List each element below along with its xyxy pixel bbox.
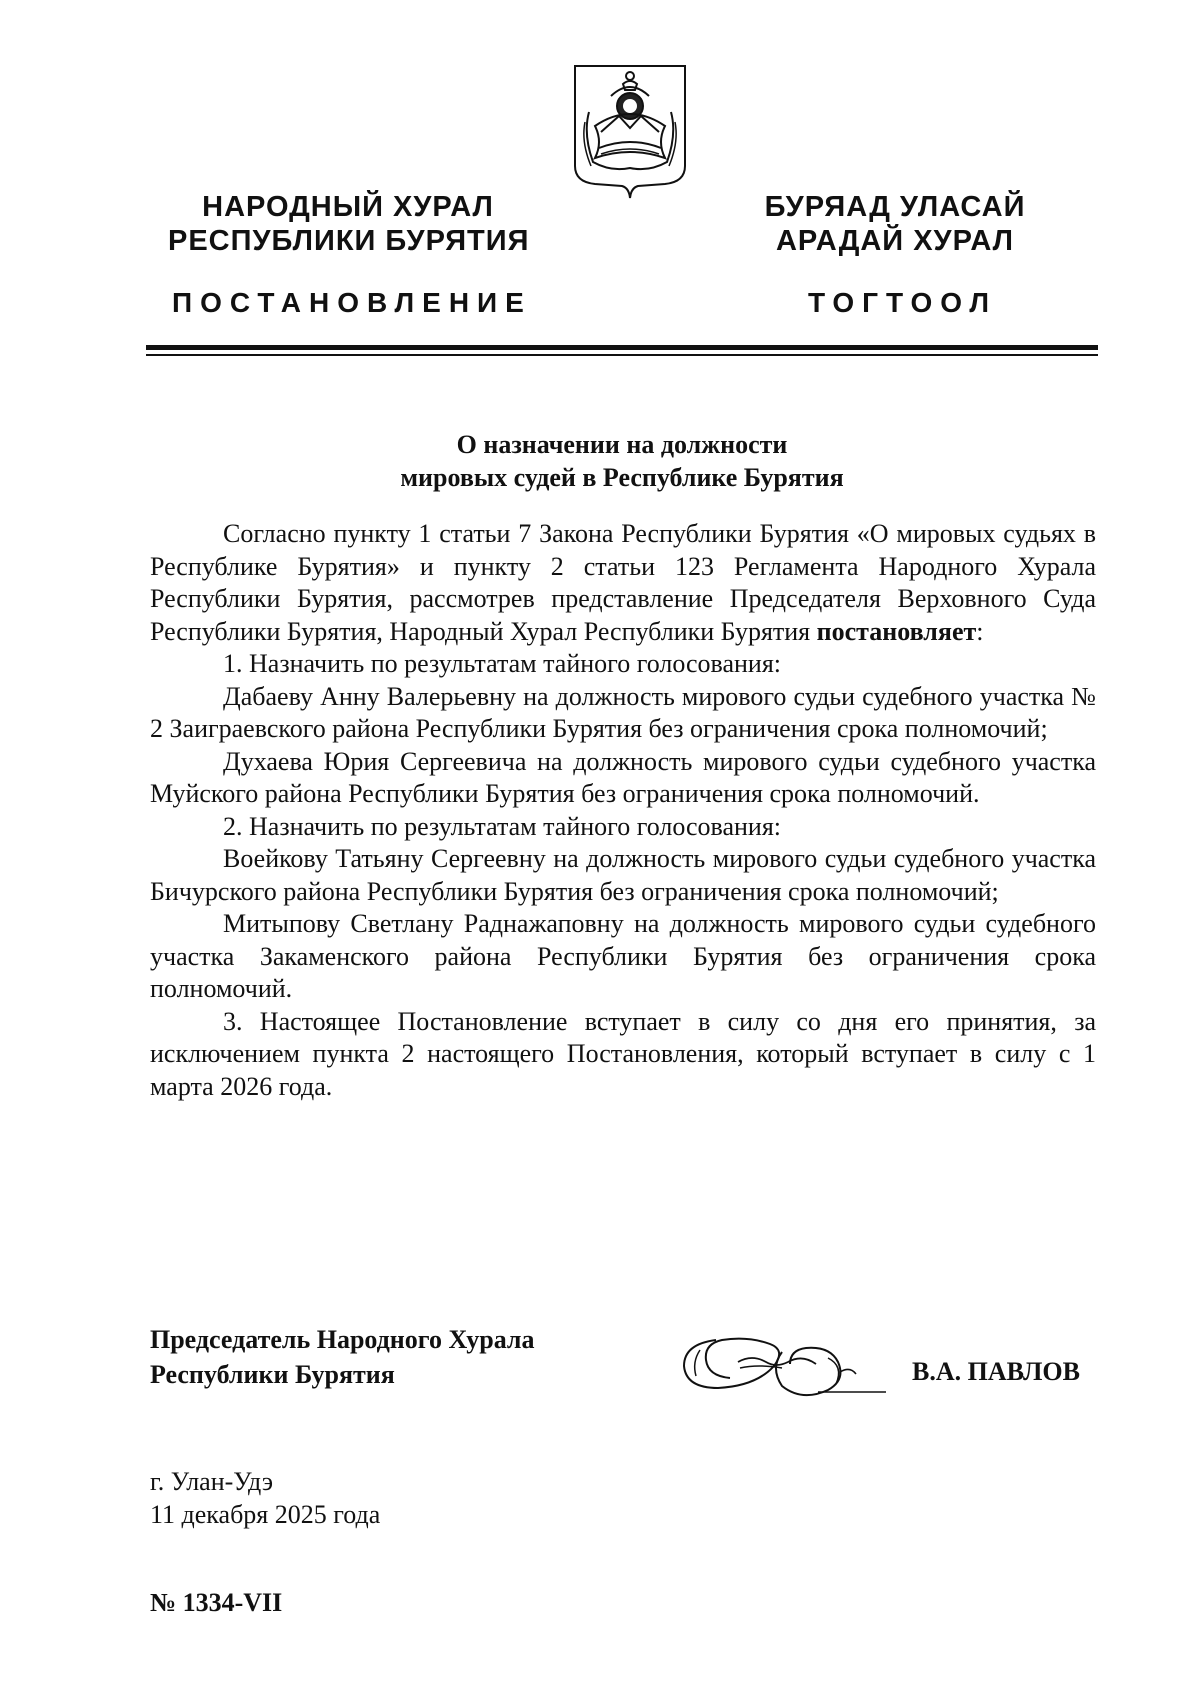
date: 11 декабря 2025 года xyxy=(150,1500,381,1529)
document-number: № 1334-VII xyxy=(150,1588,283,1617)
title-line: О назначении на должности xyxy=(456,430,788,459)
document-title xyxy=(146,428,1098,494)
item-1-appointee-a: Дабаеву Анну Валерьевну на должность мирового судьи судебного участка № 2 Заиграевского района Республики Бурятия без ограничения срока полномочий; xyxy=(150,681,1096,743)
preamble-paragraph xyxy=(150,518,1096,648)
preamble-bold: постановляет xyxy=(816,616,977,646)
document-body xyxy=(150,518,1096,1103)
header-divider-thin xyxy=(146,354,1098,356)
doc-type-ru: ПОСТАНОВЛЕНИЕ xyxy=(172,287,532,318)
signer-position-line: Республики Бурятия xyxy=(150,1360,395,1389)
coat-of-arms-icon xyxy=(571,62,689,202)
issuer-line: РЕСПУБЛИКИ БУРЯТИЯ xyxy=(168,225,530,257)
item-3: 3. Настоящее Постановление вступает в силу со дня его принятия, за исключением пункта 2 настоящего Постановления, который вступает в силу с 1 марта 2026 года. xyxy=(150,1006,1096,1101)
item-1: 1. Назначить по результатам тайного голосования: xyxy=(223,649,782,678)
item-2-appointee-b: Митыпову Светлану Раднажаповну на должность мирового судьи судебного участка Закаменского района Республики Бурятия без ограничения срока полномочий. xyxy=(150,909,1096,1003)
place: г. Улан-Удэ xyxy=(150,1467,274,1496)
issuer-line: НАРОДНЫЙ ХУРАЛ xyxy=(202,191,494,223)
place-and-date xyxy=(150,1465,380,1531)
title-line: мировых судей в Республике Бурятия xyxy=(400,463,844,492)
item-2-appointee-a: Воейкову Татьяну Сергеевну на должность мирового судьи судебного участка Бичурского района Республики Бурятия без ограничения срока полномочий; xyxy=(150,844,1096,906)
item-1-appointee-b: Духаева Юрия Сергеевича на должность мирового судьи судебного участка Муйского района Республики Бурятия без ограничения срока полномочий. xyxy=(150,746,1096,808)
issuer-line: БУРЯАД УЛАСАЙ xyxy=(764,191,1026,223)
item-2: 2. Назначить по результатам тайного голосования: xyxy=(223,811,782,841)
signer-name: В.А. ПАВЛОВ xyxy=(912,1357,1080,1386)
handwritten-signature xyxy=(678,1322,888,1404)
doc-type-bua: ТОГТООЛ xyxy=(808,287,997,318)
issuer-name-bua xyxy=(760,190,1030,258)
signer-position xyxy=(150,1322,535,1392)
preamble-end: : xyxy=(976,616,984,646)
issuer-line: АРАДАЙ ХУРАЛ xyxy=(775,225,1015,257)
issuer-name-ru xyxy=(168,190,528,258)
signer-position-line: Председатель Народного Хурала xyxy=(150,1325,535,1354)
preamble-text: Согласно пункту 1 статьи 7 Закона Республики Бурятия «О мировых судьях в Республике Бурятия» и пункту 2 статьи 123 Регламента Народного Хурала Республики Бурятия, рассмотрев представление Председателя Верховного Суда Республики Бурятия, Народный Хурал Республики Бурятия xyxy=(150,519,1096,646)
header-divider xyxy=(146,345,1098,350)
